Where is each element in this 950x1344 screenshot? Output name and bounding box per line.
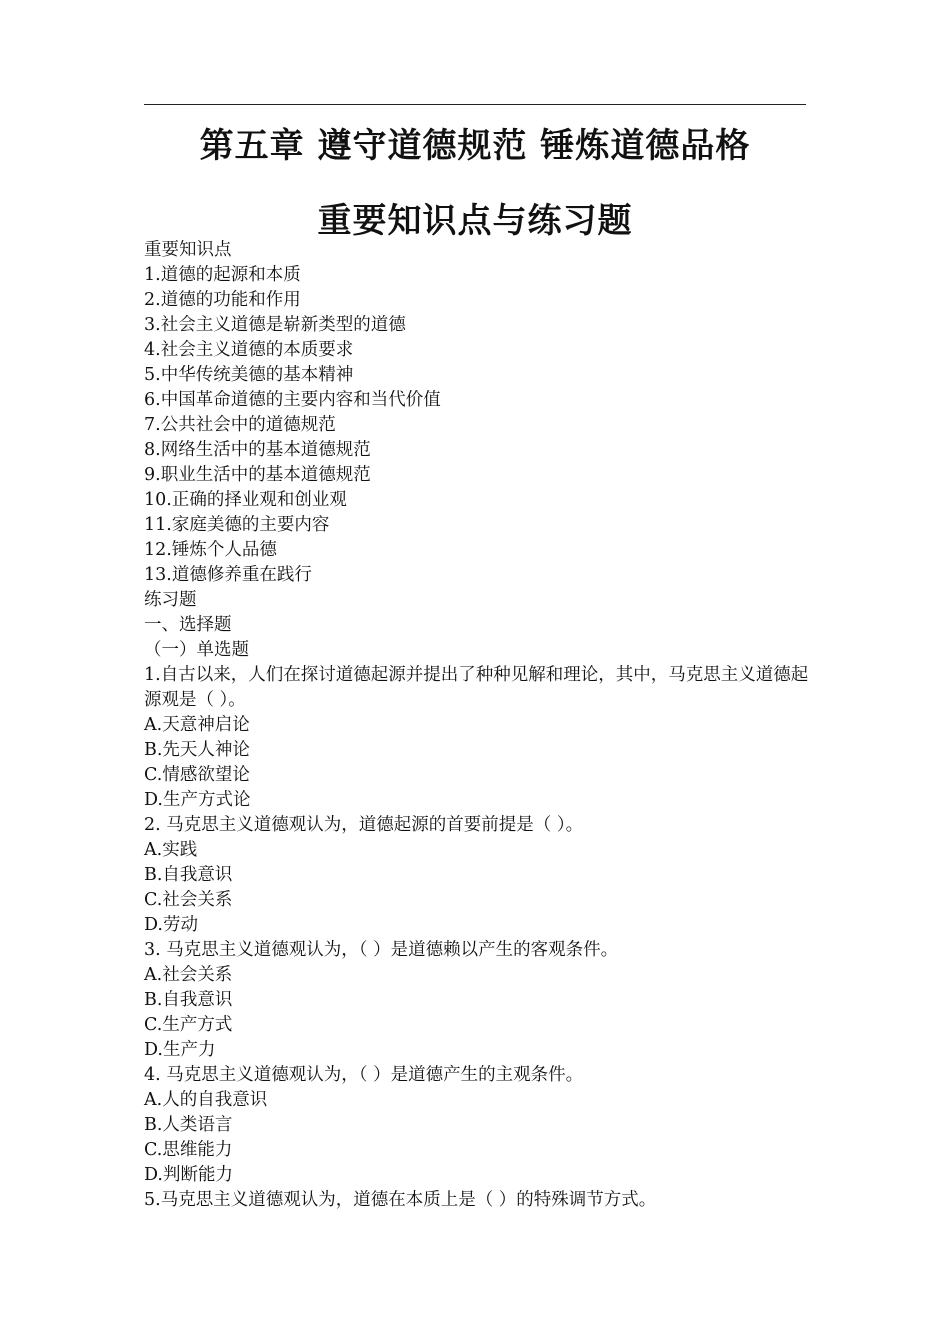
knowledge-point: 6.中国革命道德的主要内容和当代价值 bbox=[144, 390, 441, 410]
question-option: C.思维能力 bbox=[144, 1140, 233, 1160]
question-option: D.生产力 bbox=[144, 1040, 216, 1060]
question-option: A.社会关系 bbox=[144, 965, 233, 985]
knowledge-point: 11.家庭美德的主要内容 bbox=[144, 515, 330, 535]
subsection-heading: （一）单选题 bbox=[144, 640, 249, 660]
knowledge-point: 12.锤炼个人品德 bbox=[144, 540, 277, 560]
knowledge-point: 3.社会主义道德是崭新类型的道德 bbox=[144, 315, 406, 335]
question-option: D.劳动 bbox=[144, 915, 198, 935]
question-option: C.社会关系 bbox=[144, 890, 233, 910]
question-option: A.天意神启论 bbox=[144, 715, 250, 735]
knowledge-point: 9.职业生活中的基本道德规范 bbox=[144, 465, 371, 485]
document-body bbox=[144, 238, 809, 1213]
knowledge-point: 5.中华传统美德的基本精神 bbox=[144, 365, 354, 385]
question-stem: 2. 马克思主义道德观认为，道德起源的首要前提是（ ）。 bbox=[144, 815, 584, 835]
knowledge-point: 4.社会主义道德的本质要求 bbox=[144, 340, 354, 360]
question-stem: 1.自古以来，人们在探讨道德起源并提出了种种见解和理论，其中，马克思主义道德起源观是（ ）。 bbox=[144, 665, 809, 710]
question-stem: 5.马克思主义道德观认为，道德在本质上是（ ）的特殊调节方式。 bbox=[144, 1190, 657, 1210]
knowledge-point: 10.正确的择业观和创业观 bbox=[144, 490, 347, 510]
question-option: B.自我意识 bbox=[144, 865, 233, 885]
knowledge-heading: 重要知识点 bbox=[144, 240, 232, 260]
section-heading: 一、选择题 bbox=[144, 615, 232, 635]
question-option: C.情感欲望论 bbox=[144, 765, 250, 785]
knowledge-point: 8.网络生活中的基本道德规范 bbox=[144, 440, 371, 460]
knowledge-point: 2.道德的功能和作用 bbox=[144, 290, 301, 310]
question-option: A.实践 bbox=[144, 840, 198, 860]
question-option: C.生产方式 bbox=[144, 1015, 233, 1035]
header-rule bbox=[144, 104, 806, 105]
question-option: D.判断能力 bbox=[144, 1165, 233, 1185]
document-subtitle: 重要知识点与练习题 bbox=[317, 201, 633, 241]
question-stem: 3. 马克思主义道德观认为，（ ）是道德赖以产生的客观条件。 bbox=[144, 940, 619, 960]
question-option: D.生产方式论 bbox=[144, 790, 251, 810]
question-option: B.先天人神论 bbox=[144, 740, 250, 760]
knowledge-point: 7.公共社会中的道德规范 bbox=[144, 415, 336, 435]
knowledge-point: 13.道德修养重在践行 bbox=[144, 565, 312, 585]
question-option: A.人的自我意识 bbox=[144, 1090, 268, 1110]
chapter-title: 第五章 遵守道德规范 锤炼道德品格 bbox=[199, 126, 751, 166]
knowledge-point: 1.道德的起源和本质 bbox=[144, 265, 301, 285]
exercise-heading: 练习题 bbox=[144, 590, 197, 610]
question-option: B.自我意识 bbox=[144, 990, 233, 1010]
question-stem: 4. 马克思主义道德观认为，（ ）是道德产生的主观条件。 bbox=[144, 1065, 584, 1085]
question-option: B.人类语言 bbox=[144, 1115, 233, 1135]
